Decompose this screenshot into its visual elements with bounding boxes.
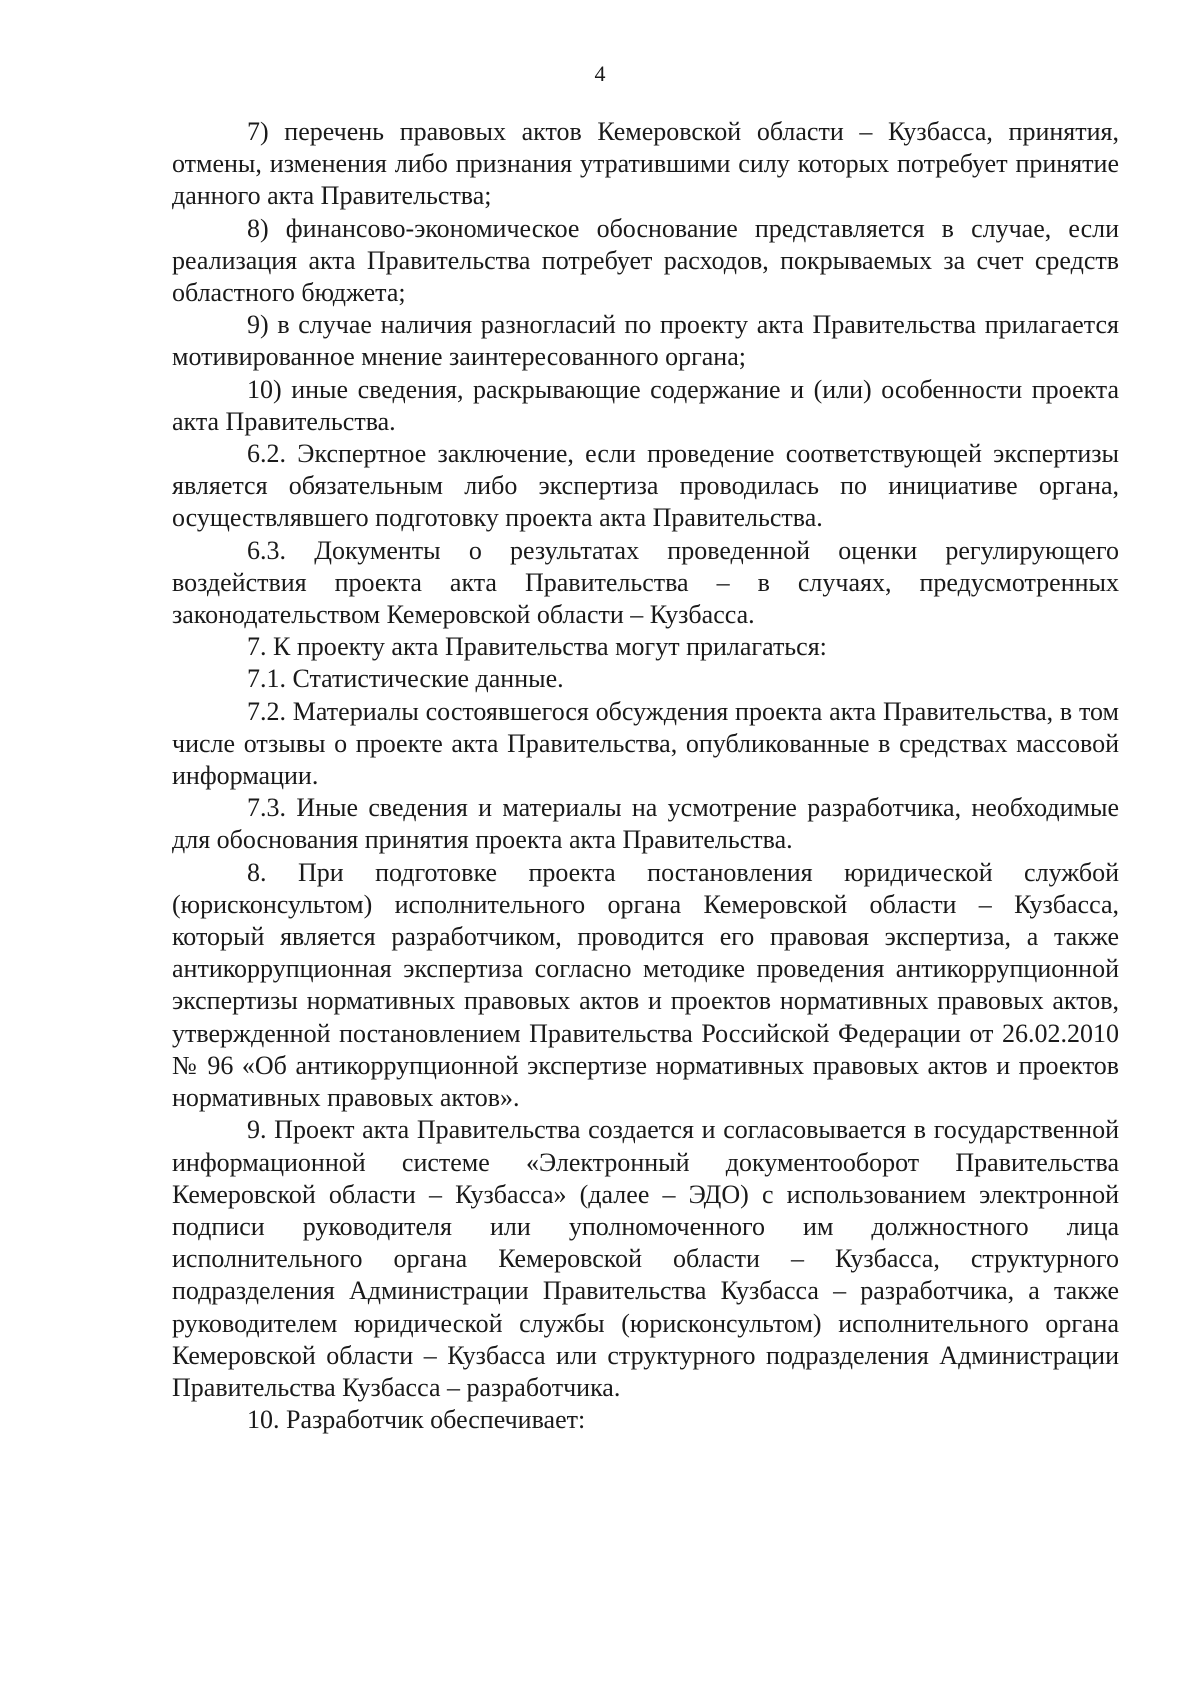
paragraph-item-10: 10) иные сведения, раскрывающие содержание и (или) особенности проекта акта Правительства. <box>172 374 1119 436</box>
paragraph-10: 10. Разработчик обеспечивает: <box>247 1405 586 1435</box>
paragraph-item-8: 8) финансово-экономическое обоснование представляется в случае, если реализация акта Правительства потребует расходов, покрываемых за счет средств областного бюджета; <box>172 213 1119 308</box>
paragraph-item-7: 7) перечень правовых актов Кемеровской области – Кузбасса, принятия, отмены, изменения либо признания утратившими силу которых потребует принятие данного акта Правительства; <box>172 117 1119 211</box>
page-number: 4 <box>594 61 606 86</box>
paragraph-7-3: 7.3. Иные сведения и материалы на усмотрение разработчика, необходимые для обоснования принятия проекта акта Правительства. <box>172 793 1119 855</box>
paragraph-6-3: 6.3. Документы о результатах проведенной оценки регулирующего воздействия проекта акта Правительства – в случаях, предусмотренных законодательством Кемеровской области – Кузбасса. <box>172 535 1119 630</box>
paragraph-8: 8. При подготовке проекта постановления юридической службой (юрисконсультом) исполнительного органа Кемеровской области – Кузбасса, который является разработчиком, проводится его правовая экспертиза, а также антикоррупционная экспертиза согласно методике проведения антикоррупционной экспертизы нормативных правовых актов и проектов нормативных правовых актов, утвержденной постановлением Правительства Российской Федерации от 26.02.2010 № 96 «Об антикоррупционной экспертизе нормативных правовых актов и проектов нормативных правовых актов». <box>172 857 1119 1113</box>
paragraph-6-2: 6.2. Экспертное заключение, если проведение соответствующей экспертизы является обязательным либо экспертиза проводилась по инициативе органа, осуществлявшего подготовку проекта акта Правительства. <box>172 439 1119 533</box>
document-body <box>172 116 1119 1436</box>
paragraph-item-9: 9) в случае наличия разногласий по проекту акта Правительства прилагается мотивированное мнение заинтересованного органа; <box>172 310 1119 372</box>
paragraph-9: 9. Проект акта Правительства создается и согласовывается в государственной информационной системе «Электронный документооборот Правительства Кемеровской области – Кузбасса» (далее – ЭДО) с использованием электронной подписи руководителя или уполномоченного им должностного лица исполнительного органа Кемеровской области – Кузбасса, структурного подразделения Администрации Правительства Кузбасса – разработчика, а также руководителем юридической службы (юрисконсультом) исполнительного органа Кемеровской области – Кузбасса или структурного подразделения Администрации Правительства Кузбасса – разработчика. <box>172 1115 1119 1402</box>
paragraph-7-2: 7.2. Материалы состоявшегося обсуждения проекта акта Правительства, в том числе отзывы о проекте акта Правительства, опубликованные в средствах массовой информации. <box>172 696 1119 791</box>
paragraph-7: 7. К проекту акта Правительства могут прилагаться: <box>247 632 827 662</box>
paragraph-7-1: 7.1. Статистические данные. <box>247 664 564 694</box>
